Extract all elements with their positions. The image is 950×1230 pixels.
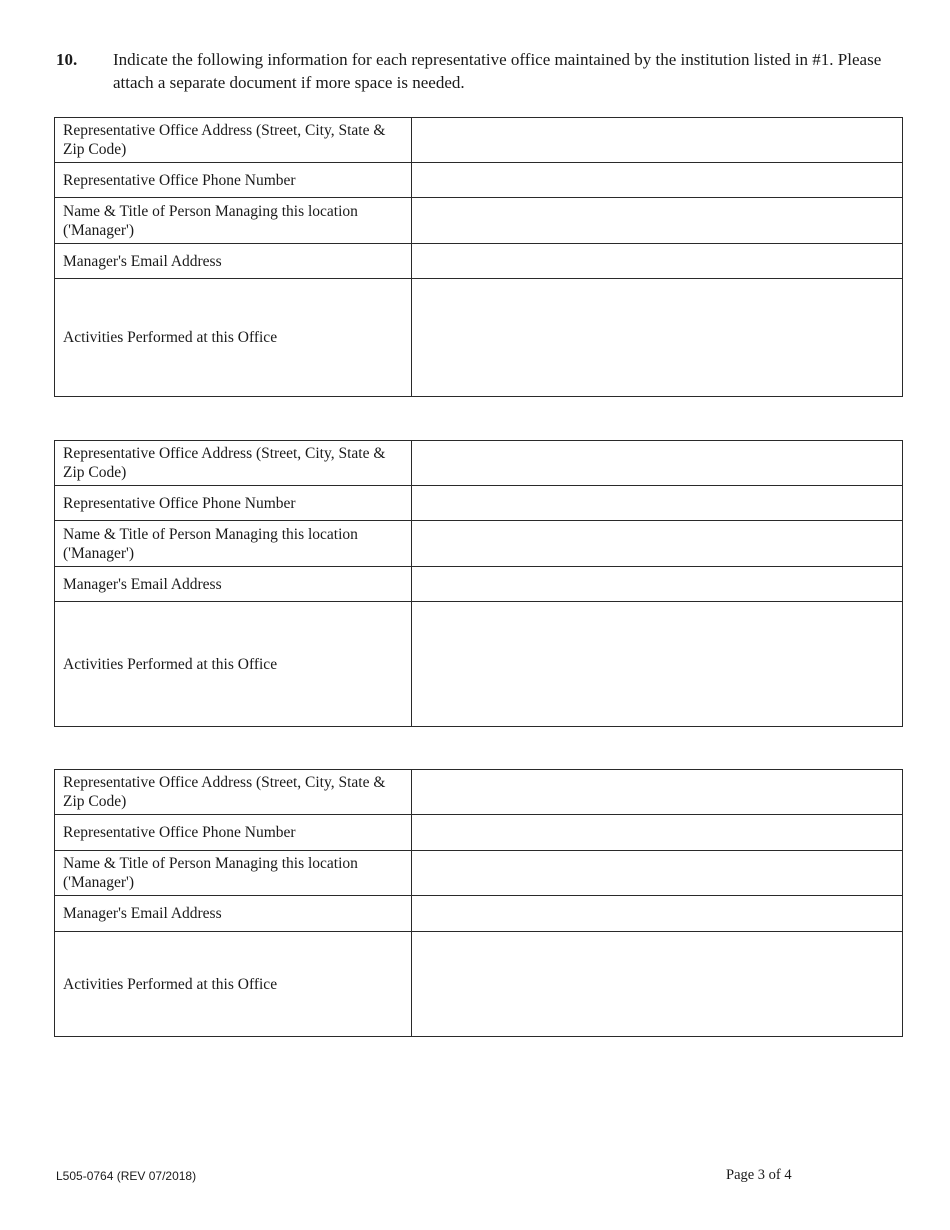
email-field[interactable] xyxy=(412,896,903,932)
phone-row xyxy=(55,163,903,198)
phone-field[interactable] xyxy=(412,815,903,851)
phone-field[interactable] xyxy=(412,486,903,521)
address-field[interactable] xyxy=(412,770,903,815)
email-label: Manager's Email Address xyxy=(55,244,412,279)
question-number: 10. xyxy=(56,50,78,69)
manager-field[interactable] xyxy=(412,521,903,567)
email-label: Manager's Email Address xyxy=(55,567,412,602)
manager-label: Name & Title of Person Managing this location ('Manager') xyxy=(55,851,412,896)
activities-label: Activities Performed at this Office xyxy=(55,279,412,397)
address-label: Representative Office Address (Street, City, State & Zip Code) xyxy=(55,118,412,163)
address-label: Representative Office Address (Street, City, State & Zip Code) xyxy=(55,441,412,486)
address-row xyxy=(55,770,903,815)
activities-field[interactable] xyxy=(412,602,903,727)
address-field[interactable] xyxy=(412,441,903,486)
office-table-1 xyxy=(54,117,903,397)
activities-label: Activities Performed at this Office xyxy=(55,932,412,1037)
address-field[interactable] xyxy=(412,118,903,163)
email-row xyxy=(55,244,903,279)
phone-label: Representative Office Phone Number xyxy=(55,486,412,521)
manager-label: Name & Title of Person Managing this location ('Manager') xyxy=(55,521,412,567)
address-row xyxy=(55,118,903,163)
office-table-2 xyxy=(54,440,903,727)
activities-field[interactable] xyxy=(412,932,903,1037)
phone-row xyxy=(55,815,903,851)
activities-row xyxy=(55,279,903,397)
activities-row xyxy=(55,602,903,727)
question-10 xyxy=(56,48,896,94)
question-text: Indicate the following information for each representative office maintained by the institution listed in #1. Please attach a separate document if more space is needed. xyxy=(113,50,882,92)
manager-field[interactable] xyxy=(412,198,903,244)
activities-row xyxy=(55,932,903,1037)
address-row xyxy=(55,441,903,486)
form-id: L505-0764 (REV 07/2018) xyxy=(56,1169,197,1183)
manager-row xyxy=(55,851,903,896)
page-number: Page 3 of 4 xyxy=(726,1167,792,1183)
phone-field[interactable] xyxy=(412,163,903,198)
email-row xyxy=(55,567,903,602)
phone-label: Representative Office Phone Number xyxy=(55,815,412,851)
manager-label: Name & Title of Person Managing this location ('Manager') xyxy=(55,198,412,244)
address-label: Representative Office Address (Street, City, State & Zip Code) xyxy=(55,770,412,815)
office-table-3 xyxy=(54,769,903,1037)
email-row xyxy=(55,896,903,932)
manager-row xyxy=(55,521,903,567)
email-field[interactable] xyxy=(412,244,903,279)
email-field[interactable] xyxy=(412,567,903,602)
email-label: Manager's Email Address xyxy=(55,896,412,932)
activities-field[interactable] xyxy=(412,279,903,397)
manager-field[interactable] xyxy=(412,851,903,896)
manager-row xyxy=(55,198,903,244)
phone-label: Representative Office Phone Number xyxy=(55,163,412,198)
phone-row xyxy=(55,486,903,521)
activities-label: Activities Performed at this Office xyxy=(55,602,412,727)
